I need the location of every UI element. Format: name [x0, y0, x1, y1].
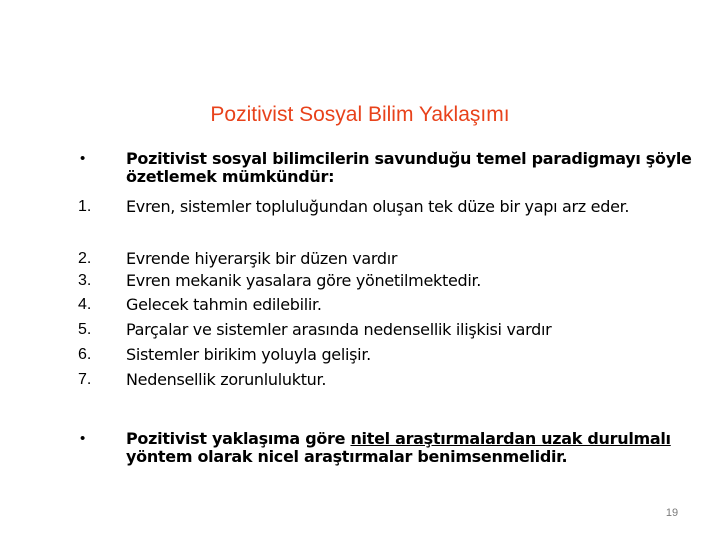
- intro-text: Pozitivist sosyal bilimcilerin savunduğu temel paradigmayı şöyle özetlemek mümkündür:: [126, 149, 692, 186]
- closing-text: [126, 430, 716, 466]
- list-item-number: 2.: [78, 250, 92, 267]
- closing-text-end: yöntem olarak nicel araştırmalar benimsenmelidir.: [126, 447, 568, 466]
- list-item-number: 4.: [78, 296, 92, 313]
- list-item-text: Gelecek tahmin edilebilir.: [126, 295, 322, 314]
- list-item-text: Sistemler birikim yoluyla gelişir.: [126, 345, 371, 364]
- list-item-number: 1.: [78, 198, 92, 215]
- bullet-marker: •: [80, 150, 86, 167]
- list-item-text: Parçalar ve sistemler arasında nedensellik ilişkisi vardır: [126, 320, 552, 339]
- list-item-number: 6.: [78, 346, 92, 363]
- list-item-text: Nedensellik zorunluluktur.: [126, 370, 327, 389]
- bullet-marker: •: [80, 430, 86, 447]
- page-number: 19: [665, 507, 679, 519]
- slide-title: Pozitivist Sosyal Bilim Yaklaşımı: [210, 103, 510, 126]
- list-item-text: Evren mekanik yasalara göre yönetilmektedir.: [126, 271, 482, 290]
- list-item-text: Evrende hiyerarşik bir düzen vardır: [126, 249, 398, 268]
- closing-text-start: Pozitivist yaklaşıma göre: [126, 429, 351, 448]
- closing-text-underlined: nitel araştırmalardan uzak durulmalı: [350, 429, 671, 448]
- list-item-text: Evren, sistemler topluluğundan oluşan tek düze bir yapı arz eder.: [126, 197, 630, 216]
- list-item-number: 7.: [78, 371, 92, 388]
- list-item-number: 5.: [78, 321, 92, 338]
- list-item-number: 3.: [78, 272, 92, 289]
